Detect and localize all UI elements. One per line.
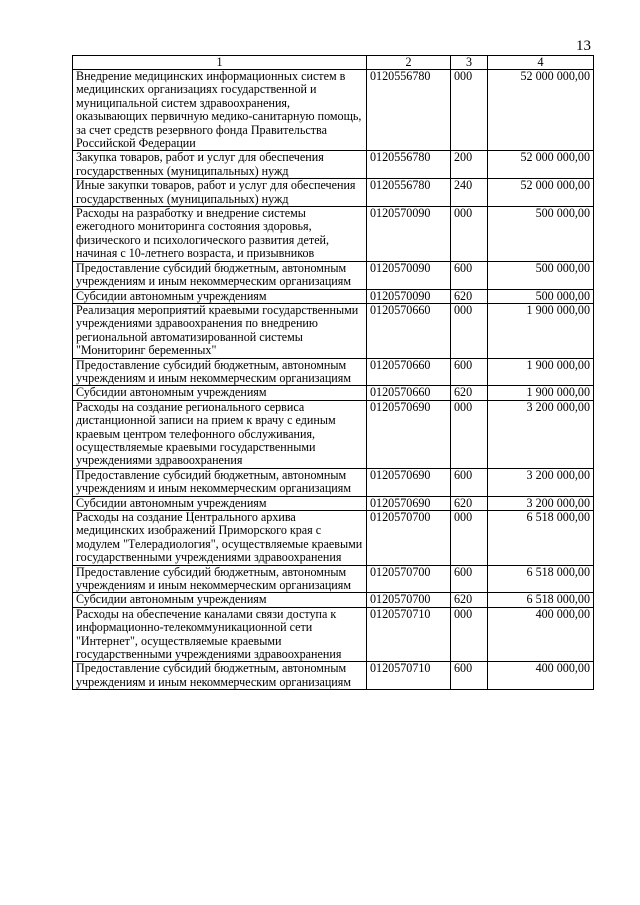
row-name: Внедрение медицинских информационных систем в медицинских организациях государственной и муниципальной систем здравоохранения, оказывающих первичную медико-санитарную помощь, за счет средств резервного фонда Правительства Российской Федерации bbox=[73, 70, 367, 151]
row-amount: 400 000,00 bbox=[488, 607, 594, 662]
row-expense-type: 240 bbox=[451, 179, 488, 207]
row-expense-type: 620 bbox=[451, 386, 488, 400]
row-code: 0120570660 bbox=[367, 358, 451, 386]
row-expense-type: 600 bbox=[451, 662, 488, 690]
row-amount: 1 900 000,00 bbox=[488, 358, 594, 386]
row-amount: 500 000,00 bbox=[488, 207, 594, 262]
row-code: 0120570690 bbox=[367, 400, 451, 468]
row-name: Субсидии автономным учреждениям bbox=[73, 386, 367, 400]
row-code: 0120570090 bbox=[367, 207, 451, 262]
table-header-row bbox=[73, 56, 594, 70]
row-amount: 6 518 000,00 bbox=[488, 565, 594, 593]
row-name: Предоставление субсидий бюджетным, автономным учреждениям и иным некоммерческим организациям bbox=[73, 662, 367, 690]
row-code: 0120570690 bbox=[367, 496, 451, 510]
column-header-3: 3 bbox=[451, 56, 488, 70]
column-header-4: 4 bbox=[488, 56, 594, 70]
row-code: 0120570660 bbox=[367, 386, 451, 400]
row-name: Предоставление субсидий бюджетным, автономным учреждениям и иным некоммерческим организациям bbox=[73, 261, 367, 289]
row-code: 0120570660 bbox=[367, 303, 451, 358]
row-expense-type: 000 bbox=[451, 607, 488, 662]
row-expense-type: 000 bbox=[451, 207, 488, 262]
row-code: 0120570090 bbox=[367, 261, 451, 289]
row-name: Предоставление субсидий бюджетным, автономным учреждениям и иным некоммерческим организациям bbox=[73, 565, 367, 593]
row-name: Иные закупки товаров, работ и услуг для обеспечения государственных (муниципальных) нужд bbox=[73, 179, 367, 207]
row-amount: 500 000,00 bbox=[488, 261, 594, 289]
row-amount: 3 200 000,00 bbox=[488, 496, 594, 510]
row-code: 0120570700 bbox=[367, 511, 451, 566]
row-amount: 6 518 000,00 bbox=[488, 593, 594, 607]
row-name: Субсидии автономным учреждениям bbox=[73, 593, 367, 607]
row-amount: 500 000,00 bbox=[488, 289, 594, 303]
row-amount: 52 000 000,00 bbox=[488, 70, 594, 151]
row-amount: 52 000 000,00 bbox=[488, 179, 594, 207]
row-expense-type: 600 bbox=[451, 468, 488, 496]
row-expense-type: 600 bbox=[451, 565, 488, 593]
row-code: 0120570700 bbox=[367, 565, 451, 593]
page-number: 13 bbox=[576, 38, 591, 54]
table-row bbox=[73, 151, 594, 179]
row-name: Закупка товаров, работ и услуг для обеспечения государственных (муниципальных) нужд bbox=[73, 151, 367, 179]
column-header-2: 2 bbox=[367, 56, 451, 70]
table-row bbox=[73, 662, 594, 690]
row-name: Субсидии автономным учреждениям bbox=[73, 496, 367, 510]
table-row bbox=[73, 358, 594, 386]
row-code: 0120570710 bbox=[367, 607, 451, 662]
table-row bbox=[73, 565, 594, 593]
row-name: Расходы на обеспечение каналами связи доступа к информационно-телекоммуникационной сети "Интернет", осуществляемые краевыми государственными учреждениями здравоохранения bbox=[73, 607, 367, 662]
row-expense-type: 620 bbox=[451, 289, 488, 303]
column-header-1: 1 bbox=[73, 56, 367, 70]
row-name: Расходы на создание Центрального архива медицинских изображений Приморского края с модулем "Телерадиология", осуществляемые краевыми государственными учреждениями здравоохранения bbox=[73, 511, 367, 566]
row-expense-type: 620 bbox=[451, 593, 488, 607]
row-code: 0120570710 bbox=[367, 662, 451, 690]
row-name: Субсидии автономным учреждениям bbox=[73, 289, 367, 303]
table-row bbox=[73, 511, 594, 566]
row-amount: 1 900 000,00 bbox=[488, 303, 594, 358]
row-code: 0120570690 bbox=[367, 468, 451, 496]
row-expense-type: 620 bbox=[451, 496, 488, 510]
budget-table bbox=[72, 55, 594, 690]
row-name: Расходы на разработку и внедрение системы ежегодного мониторинга состояния здоровья, физического и психологического развития детей, начиная с 10-летнего возраста, и призывников bbox=[73, 207, 367, 262]
table-row bbox=[73, 468, 594, 496]
row-amount: 3 200 000,00 bbox=[488, 468, 594, 496]
row-code: 0120556780 bbox=[367, 151, 451, 179]
table-row bbox=[73, 289, 594, 303]
row-amount: 1 900 000,00 bbox=[488, 386, 594, 400]
row-expense-type: 600 bbox=[451, 358, 488, 386]
row-amount: 3 200 000,00 bbox=[488, 400, 594, 468]
table-row bbox=[73, 496, 594, 510]
table-row bbox=[73, 207, 594, 262]
row-expense-type: 000 bbox=[451, 303, 488, 358]
row-name: Предоставление субсидий бюджетным, автономным учреждениям и иным некоммерческим организациям bbox=[73, 468, 367, 496]
row-name: Реализация мероприятий краевыми государственными учреждениями здравоохранения по внедрению региональной автоматизированной системы "Мониторинг беременных" bbox=[73, 303, 367, 358]
table-row bbox=[73, 400, 594, 468]
row-code: 0120570090 bbox=[367, 289, 451, 303]
table-row bbox=[73, 303, 594, 358]
row-expense-type: 000 bbox=[451, 70, 488, 151]
row-name: Предоставление субсидий бюджетным, автономным учреждениям и иным некоммерческим организациям bbox=[73, 358, 367, 386]
table-row bbox=[73, 179, 594, 207]
table-row bbox=[73, 607, 594, 662]
table-row bbox=[73, 386, 594, 400]
row-name: Расходы на создание регионального сервиса дистанционной записи на прием к врачу с единым краевым центром телефонного обслуживания, осуществляемые краевыми государственными учреждениями здравоохранения bbox=[73, 400, 367, 468]
row-expense-type: 000 bbox=[451, 400, 488, 468]
budget-table-body bbox=[73, 56, 594, 690]
row-expense-type: 600 bbox=[451, 261, 488, 289]
row-expense-type: 000 bbox=[451, 511, 488, 566]
row-expense-type: 200 bbox=[451, 151, 488, 179]
row-amount: 400 000,00 bbox=[488, 662, 594, 690]
row-code: 0120556780 bbox=[367, 70, 451, 151]
table-row bbox=[73, 593, 594, 607]
row-code: 0120570700 bbox=[367, 593, 451, 607]
row-code: 0120556780 bbox=[367, 179, 451, 207]
row-amount: 6 518 000,00 bbox=[488, 511, 594, 566]
table-row bbox=[73, 261, 594, 289]
row-amount: 52 000 000,00 bbox=[488, 151, 594, 179]
table-row bbox=[73, 70, 594, 151]
